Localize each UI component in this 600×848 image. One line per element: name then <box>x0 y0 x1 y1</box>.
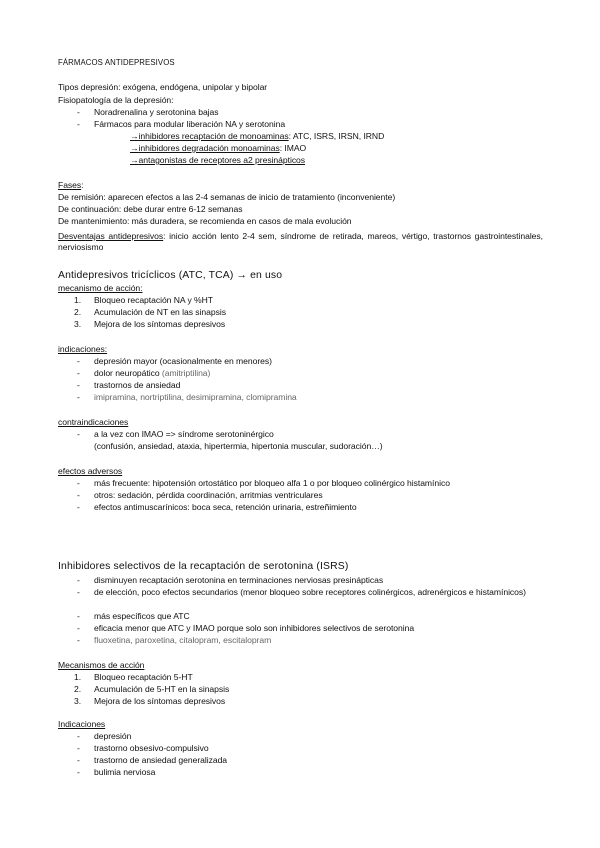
isrs-heading: Inhibidores selectivos de la recaptación de serotonina (ISRS) <box>58 561 349 572</box>
isrs-mecanismo-item: 1. Bloqueo recaptación 5-HT <box>74 672 193 682</box>
isrs-indicacion-item: - trastorno de ansiedad generalizada <box>77 755 228 765</box>
isrs-indicacion-item: - trastorno obsesivo-compulsivo <box>77 743 209 753</box>
document-title: FÁRMACOS ANTIDEPRESIVOS <box>58 58 175 67</box>
isrs-item: - más específicos que ATC <box>77 611 190 621</box>
atc-heading: Antidepresivos tricíclicos (ATC, TCA) → en uso <box>58 270 283 281</box>
atc-indicacion-item: - depresión mayor (ocasionalmente en menores) <box>77 356 272 366</box>
atc-indicacion-item: - imipramina, nortriptilina, desimipramina, clomipramina <box>77 392 297 402</box>
bullet: - <box>77 119 80 129</box>
fisio-label: Fisiopatología de la depresión: <box>58 95 174 105</box>
isrs-indicacion-item: - bulimia nerviosa <box>77 767 156 777</box>
atc-efecto-item: - más frecuente: hipotensión ortostático por bloqueo alfa 1 o por bloqueo colinérgico histamínico <box>77 478 450 488</box>
isrs-mecanismo-item: 2. Acumulación de 5-HT en la sinapsis <box>74 684 230 694</box>
atc-efecto-item: - efectos antimuscarínicos: boca seca, retención urinaria, estreñimiento <box>77 502 357 512</box>
atc-mecanismo-item: 2. Acumulación de NT en las sinapsis <box>74 307 226 317</box>
atc-contra-label: contraindicaciones <box>58 417 129 427</box>
atc-mecanismo-item: 1. Bloqueo recaptación NA y %HT <box>74 295 213 305</box>
isrs-mecanismo-label: Mecanismos de acción <box>58 660 145 670</box>
atc-mecanismo-item: 3. Mejora de los síntomas depresivos <box>74 319 226 329</box>
atc-indicacion-item: - trastornos de ansiedad <box>77 380 181 390</box>
isrs-mecanismo-item: 3. Mejora de los síntomas depresivos <box>74 696 226 706</box>
isrs-item: - disminuyen recaptación serotonina en terminaciones nerviosas presinápticas <box>77 575 384 585</box>
atc-indicacion-item: - dolor neuropático (amitriptilina) <box>77 368 211 378</box>
atc-contra-item: - a la vez con IMAO => síndrome serotoninérgico <box>77 429 274 439</box>
isrs-item: - de elección, poco efectos secundarios (menor bloqueo sobre receptores colinérgicos, adrenérgicos e histamínicos) <box>77 587 526 597</box>
monoamine-subitem: →antagonistas de receptores a2 presinápticos <box>130 155 306 165</box>
fases-heading: Fases: <box>58 180 84 190</box>
bullet: - <box>77 107 80 117</box>
isrs-item: - eficacia menor que ATC y IMAO porque solo son inhibidores selectivos de serotonina <box>77 623 415 633</box>
desventajas-paragraph: Desventajas antidepresivos: inicio acción lento 2-4 sem, síndrome de retirada, mareos, vértigo, trastornos gastrointestinales, nerviosismo <box>58 231 543 252</box>
fase-mantenimiento: De mantenimiento: más duradera, se recomienda en casos de mala evolución <box>58 216 352 226</box>
atc-mecanismo-label: mecanismo de acción: <box>58 283 143 293</box>
fisio-item: - Fármacos para modular liberación NA y serotonina <box>77 119 286 129</box>
monoamine-subitem: →inhibidores degradación monoaminas: IMAO <box>130 143 307 153</box>
atc-efectos-label: efectos adversos <box>58 466 123 476</box>
atc-efecto-item: - otros: sedación, pérdida coordinación, arritmias ventriculares <box>77 490 323 500</box>
fisio-item: - Noradrenalina y serotonina bajas <box>77 107 219 117</box>
fase-continuacion: De continuación: debe durar entre 6-12 semanas <box>58 204 243 214</box>
monoamine-subitem: →inhibidores recaptación de monoaminas: ATC, ISRS, IRSN, IRND <box>130 131 385 141</box>
isrs-indicacion-item: - depresión <box>77 731 132 741</box>
isrs-indicaciones-label: Indicaciones <box>58 719 106 729</box>
atc-contra-detail: (confusión, ansiedad, ataxia, hipertermia, hipertonia muscular, sudoración…) <box>94 441 383 451</box>
fase-remision: De remisión: aparecen efectos a las 2-4 semanas de inicio de tratamiento (inconveniente) <box>58 192 396 202</box>
tipos-line: Tipos depresión: exógena, endógena, unipolar y bipolar <box>58 82 268 92</box>
isrs-item: - fluoxetina, paroxetina, citalopram, escitalopram <box>77 635 272 645</box>
atc-indicaciones-label: indicaciones: <box>58 344 108 354</box>
